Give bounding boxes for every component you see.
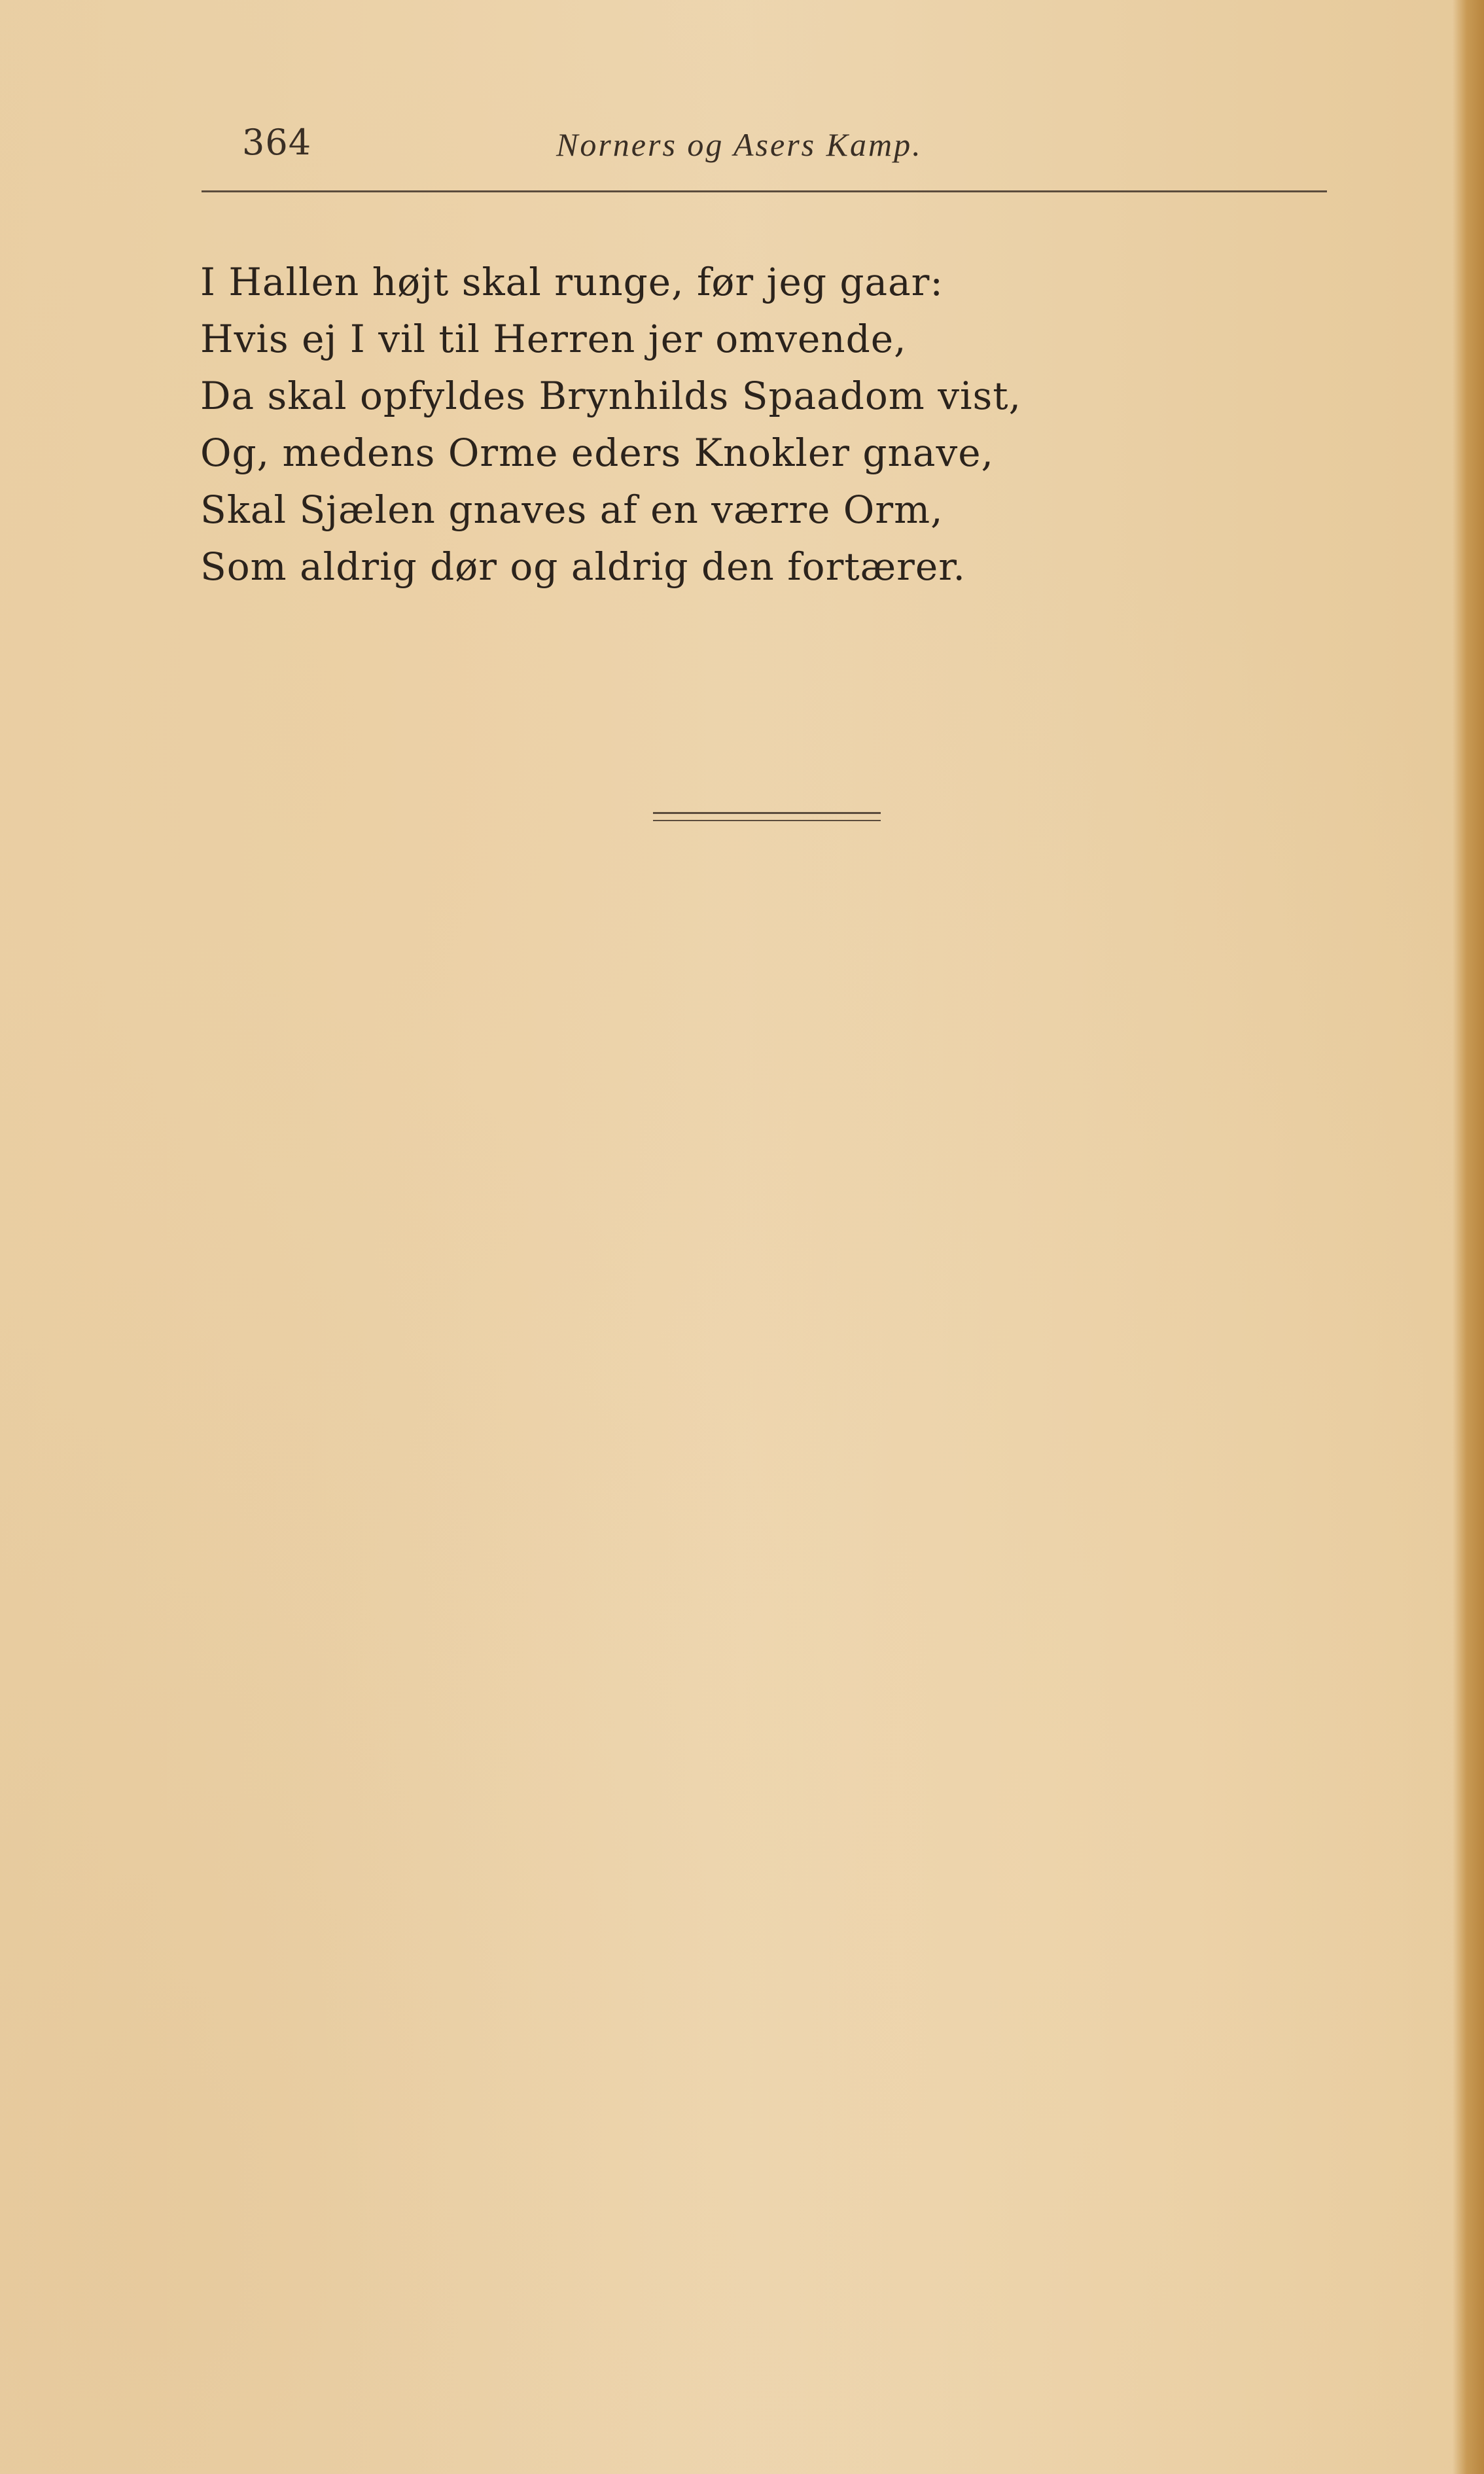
verse-line-6: Som aldrig dør og aldrig den fortærer. <box>200 544 966 589</box>
running-title: Norners og Asers Kamp. <box>556 126 923 163</box>
verse-block <box>200 254 1313 595</box>
page-edge-shadow <box>1453 0 1484 2474</box>
verse-line-5: Skal Sjælen gnaves af en værre Orm, <box>200 487 944 532</box>
verse-line-1: I Hallen højt skal runge, før jeg gaar: <box>200 260 944 304</box>
end-rule-bottom <box>653 820 881 821</box>
page-number: 364 <box>242 122 312 163</box>
verse-line-4: Og, medens Orme eders Knokler gnave, <box>200 431 994 475</box>
verse-line-3: Da skal opfyldes Brynhilds Spaadom vist, <box>200 374 1022 418</box>
header-rule <box>202 190 1327 192</box>
verse-line-2: Hvis ej I vil til Herren jer omvende, <box>200 317 907 361</box>
page-header <box>242 122 1341 174</box>
end-rule-top <box>653 812 881 814</box>
